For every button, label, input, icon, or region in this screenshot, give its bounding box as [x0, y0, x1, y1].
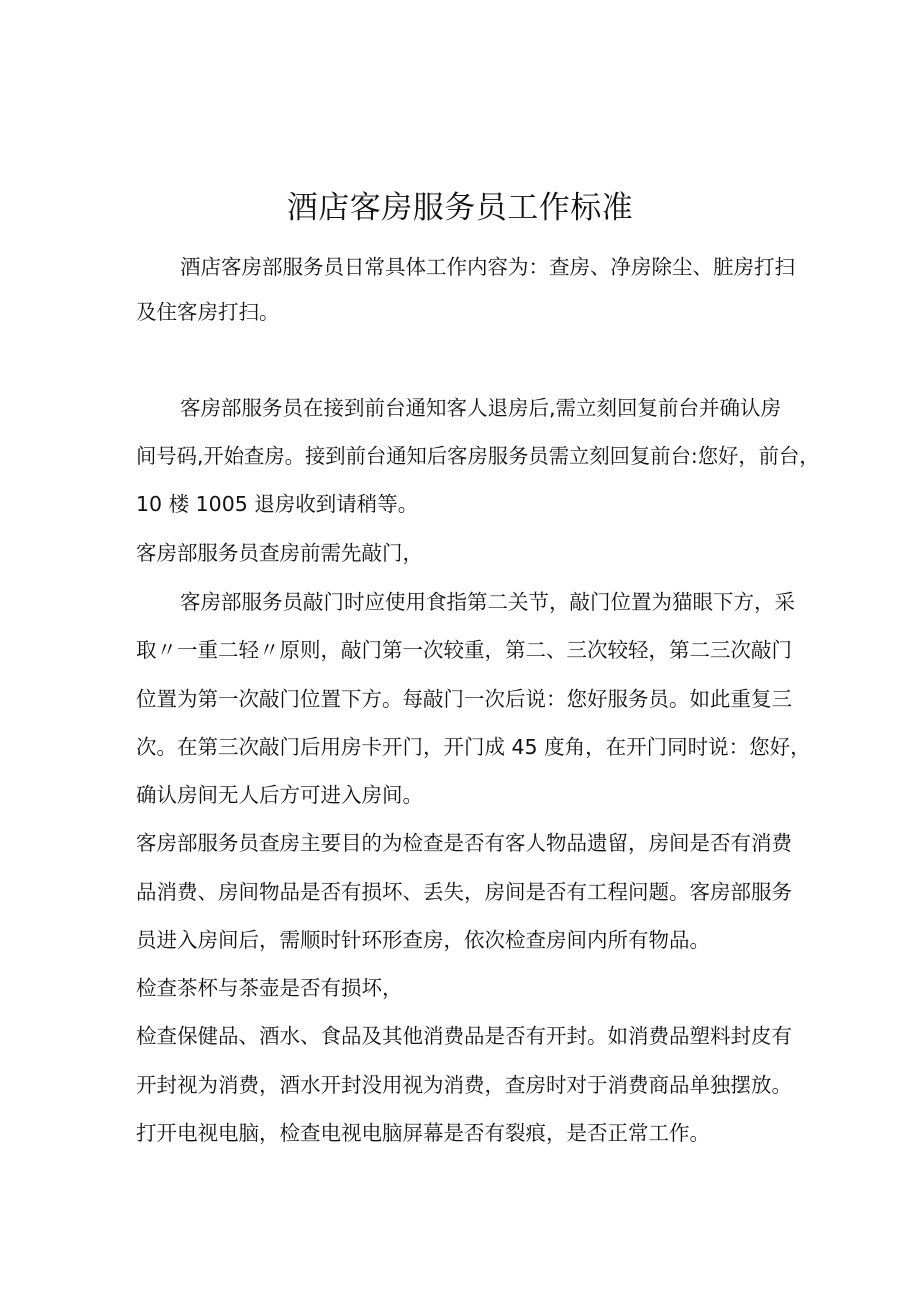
paragraph-line: 检查保健品、酒水、食品及其他消费品是否有开封。如消费品塑料封皮有	[136, 1024, 792, 1048]
paragraph-line: 员进入房间后，需顺时针环形查房，依次检查房间内所有物品。	[136, 928, 710, 952]
paragraph-line: 客房部服务员查房主要目的为检查是否有客人物品遗留，房间是否有消费	[136, 831, 792, 855]
paragraph-line: 10 楼 1005 退房收到请稍等。	[136, 492, 419, 516]
paragraph-line: 及住客房打扫。	[136, 300, 280, 324]
paragraph-line: 位置为第一次敲门位置下方。每敲门一次后说：您好服务员。如此重复三	[136, 687, 792, 711]
paragraph-line: 品消费、房间物品是否有损坏、丢失，房间是否有工程问题。客房部服务	[136, 880, 792, 904]
paragraph-line: 打开电视电脑，检查电视电脑屏幕是否有裂痕，是否正常工作。	[136, 1121, 710, 1145]
paragraph-line: 确认房间无人后方可进入房间。	[136, 783, 423, 807]
paragraph-line: 次。在第三次敲门后用房卡开门，开门成 45 度角，在开门同时说：您好，	[136, 735, 811, 759]
paragraph-line: 客房部服务员在接到前台通知客人退房后,需立刻回复前台并确认房	[180, 396, 782, 420]
paragraph-line: 取〃一重二轻〃原则，敲门第一次较重，第二、三次较轻，第二三次敲门	[136, 638, 792, 662]
paragraph-line: 开封视为消费，酒水开封没用视为消费，查房时对于消费商品单独摆放。	[136, 1073, 792, 1097]
paragraph-line: 客房部服务员查房前需先敲门，	[136, 541, 423, 565]
document-title: 酒店客房服务员工作标准	[286, 190, 634, 226]
paragraph-line: 检查茶杯与茶壶是否有损坏，	[136, 976, 403, 1000]
paragraph-line: 客房部服务员敲门时应使用食指第二关节，敲门位置为猫眼下方，采	[180, 590, 795, 614]
paragraph-line: 间号码,开始查房。接到前台通知后客房服务员需立刻回复前台:您好，前台，	[136, 444, 820, 468]
paragraph-line: 酒店客房部服务员日常具体工作内容为：查房、净房除尘、脏房打扫	[180, 255, 795, 279]
